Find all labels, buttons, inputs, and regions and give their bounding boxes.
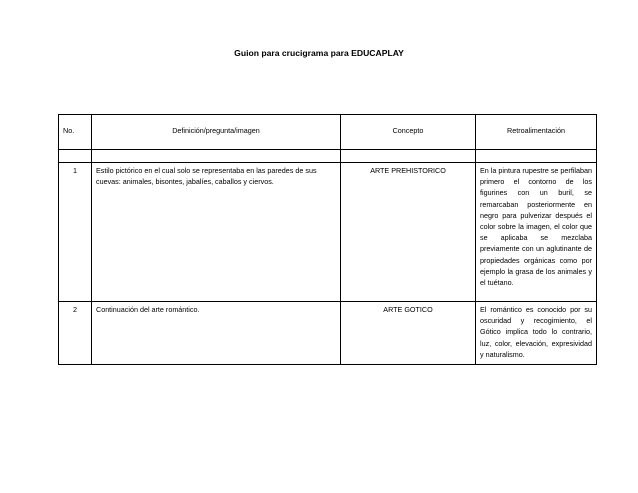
document-title: Guion para crucigrama para EDUCAPLAY: [234, 48, 404, 58]
header-no: No.: [59, 115, 92, 150]
row-feedback: En la pintura rupestre se perfilaban primero el contorno de los figurines con un buril, se remarcaban posteriormente en negro para pulverizar después el color sobre la imagen, el color que se aplicaba se mezclaba previamente con un aglutinante de propiedades orgánicas como por ejemplo la grasa de los animales y el tuétano.: [476, 163, 597, 302]
spacer-cell: [476, 150, 597, 163]
row-feedback: El romántico es conocido por su oscuridad y recogimiento, el Gótico implica todo lo contrario, luz, color, elevación, expresividad y naturalismo.: [476, 302, 597, 365]
crossword-script-table: [58, 114, 597, 365]
table-row: [59, 163, 597, 302]
spacer-cell: [59, 150, 92, 163]
spacer-cell: [92, 150, 341, 163]
row-number: 2: [59, 302, 92, 365]
row-concept: ARTE GOTICO: [341, 302, 476, 365]
row-number: 1: [59, 163, 92, 302]
row-definition: Estilo pictórico en el cual solo se representaba en las paredes de sus cuevas: animales, bisontes, jabalíes, caballos y ciervos.: [92, 163, 341, 302]
row-definition: Continuación del arte romántico.: [92, 302, 341, 365]
table-spacer-row: [59, 150, 597, 163]
header-feedback: Retroalimentación: [476, 115, 597, 150]
spacer-cell: [341, 150, 476, 163]
table-row: [59, 302, 597, 365]
table-header-row: [59, 115, 597, 150]
header-concept: Concepto: [341, 115, 476, 150]
header-definition: Definición/pregunta/imagen: [92, 115, 341, 150]
row-concept: ARTE PREHISTORICO: [341, 163, 476, 302]
